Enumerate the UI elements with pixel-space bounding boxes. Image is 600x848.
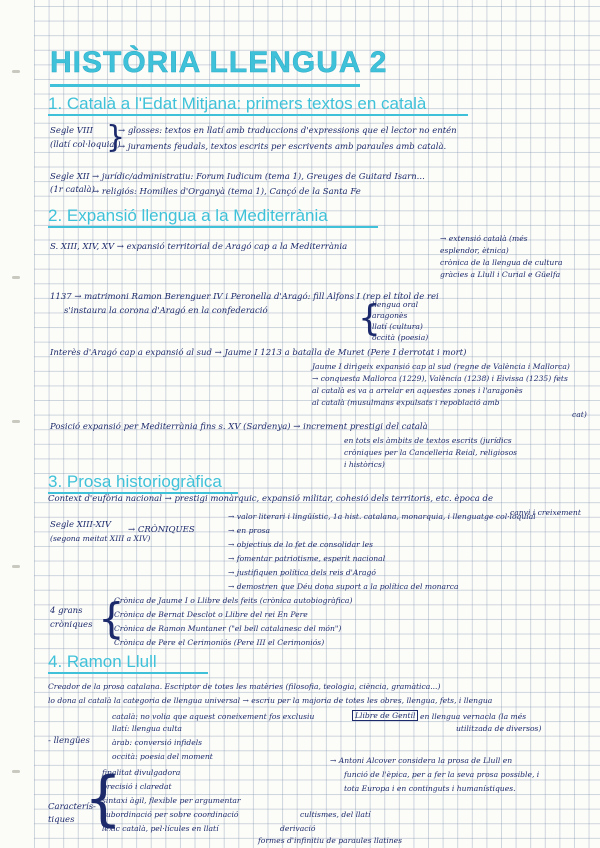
note-line: S. XIII, XIV, XV → expansió territorial de Aragó cap a la Mediterrània <box>50 242 348 252</box>
note-line: Segle XII <box>50 172 90 182</box>
binding-hole <box>12 420 20 423</box>
note-line: canvi i creixement <box>510 508 581 517</box>
note-line: lo dona al català la categoria de llengua universal → escriu per la majoria de totes les obres, llengua, fets, i llengua <box>48 696 493 705</box>
section-heading-4: 4. Ramon Llull <box>48 652 157 671</box>
note-line: Crònica de Jaume I o Llibre dels feits (crònica autobiogràfica) <box>114 596 353 605</box>
note-line: → conquesta Mallorca (1229), València (1238) i Eivissa (1235) fets <box>312 374 568 383</box>
brace: } <box>106 120 126 155</box>
note-line: sintaxi àgil, flexible per argumentar <box>102 796 241 805</box>
note-line: Interès d'Aragó cap a expansió al sud → Jaume I 1213 a batalla de Muret (Pere I derrotat i mort) <box>50 348 467 358</box>
note-line: al català (musulmans expulsats i repoblació amb <box>312 398 500 407</box>
note-line: llatí: llengua culta <box>112 724 182 733</box>
note-line: cròniques per la Cancelleria Reial, religiosos <box>344 448 518 457</box>
note-line: Crònica de Ramon Muntaner ("el bell catalanesc del món") <box>114 624 342 633</box>
note-line: occità (poesia) <box>372 333 429 342</box>
note-line: al català es va a arrelar en aquestes zones i l'aragonès <box>312 386 523 395</box>
brace: { <box>358 298 381 339</box>
note-line: lèxic català, pel·lícules en llatí <box>102 824 219 833</box>
note-line: gràcies a Llull i Curial e Güelfa <box>440 270 561 279</box>
note-line: llatí (cultura) <box>372 322 423 331</box>
section-underline <box>48 114 468 116</box>
note-line: cat) <box>572 410 587 419</box>
note-line: tiques <box>48 815 75 825</box>
note-line: → glosses: textos en llatí amb traduccions d'expressions que el lector no entén <box>118 126 457 136</box>
note-line: cròniques <box>50 620 93 630</box>
note-line: català: no volia que aquest coneixement fos exclusiu <box>112 712 315 721</box>
note-line: s'instaura la corona d'Aragó en la confederació <box>64 306 268 316</box>
brace: { <box>98 594 125 643</box>
section-heading-1: 1. Català a l'Edat Mitjana: primers textos en català <box>48 94 427 113</box>
note-line: en llengua vernacla (la més <box>420 712 527 721</box>
note-line: → juraments feudals, textos escrits per escrivents amb paraules amb català. <box>118 142 447 152</box>
note-line: tota Europa i en continguts i humanístiques. <box>344 784 516 793</box>
page-title: HISTÒRIA LLENGUA 2 <box>50 46 388 79</box>
note-line: i històrics) <box>344 460 385 469</box>
note-line: → religiós: Homilies d'Organyà (tema 1), Cançó de la Santa Fe <box>92 187 361 197</box>
note-line: → justifiquen política dels reis d'Aragó <box>228 568 376 577</box>
note-line: - llengües <box>48 736 90 746</box>
note-line: cultismes, del llatí <box>300 810 371 819</box>
note-line: esplendor, ètnica) <box>440 246 509 255</box>
note-line: (1r català) <box>50 185 95 195</box>
note-line: Context d'eufòria nacional → prestigi monàrquic, expansió militar, cohesió dels territoris, etc. època de <box>48 494 493 504</box>
note-line: → fomentar patriotisme, esperit nacional <box>228 554 386 563</box>
binding-hole <box>12 276 20 279</box>
note-line: subordinació per sobre coordinació <box>102 810 239 819</box>
left-margin <box>0 0 34 848</box>
note-line: funció de l'èpica, per a fer la seva prosa possible, i <box>344 770 540 779</box>
note-line: precisió i claredat <box>102 782 172 791</box>
note-line: → en prosa <box>228 526 271 535</box>
note-line: crònica de la llengua de cultura <box>440 258 563 267</box>
note-line: (llatí col·loquial) <box>50 140 121 150</box>
note-line: Jaume I dirigeix expansió cap al sud (regne de València i Mallorca) <box>312 362 570 371</box>
note-line: → Antoni Alcover considera la prosa de Llull en <box>330 756 513 765</box>
note-line: 1137 → matrimoni Ramon Berenguer IV i Peronella d'Aragó: fill Alfons I (rep el títol de rei <box>50 292 439 302</box>
note-line: → valor literari i lingüístic, 1a hist. catalana, monarquia, i llenguatge col·loquial <box>228 512 536 521</box>
section-heading-3: 3. Prosa historiogràfica <box>48 472 222 491</box>
note-line: Crònica de Pere el Cerimoniós (Pere III el Cerimoniós) <box>114 638 325 647</box>
note-line: utilitzada de diversos) <box>456 724 542 733</box>
note-line: → objectius de lo fet de consolidar les <box>228 540 374 549</box>
note-line: → CRÒNIQUES <box>128 525 195 535</box>
note-line: occità: poesia del moment <box>112 752 213 761</box>
title-underline <box>50 84 360 87</box>
section-underline <box>48 226 378 228</box>
note-line: aragonès <box>372 311 408 320</box>
binding-hole <box>12 770 20 773</box>
note-line: (segona meitat XIII a XIV) <box>50 534 151 543</box>
boxed-note: Llibre de Gentil <box>352 710 418 721</box>
note-line: en tots els àmbits de textos escrits (jurídics <box>344 436 512 445</box>
section-heading-2: 2. Expansió llengua a la Mediterrània <box>48 206 328 225</box>
note-line: Creador de la prosa catalana. Escriptor de totes les matèries (filosofia, teologia, ciència, gramàtica...) <box>48 682 441 691</box>
note-line: → extensió català (més <box>440 234 528 243</box>
section-underline <box>48 672 208 674</box>
note-line: Caracterís- <box>48 802 96 812</box>
note-line: finalitat divulgadora <box>102 768 181 777</box>
note-line: formes d'infinitiu de paraules llatines <box>258 836 403 845</box>
note-line: Posició expansió per Mediterrània fins s. XV (Sardenya) → increment prestigi del català <box>50 422 428 432</box>
binding-hole <box>12 70 20 73</box>
note-line: Crònica de Bernat Desclot o Llibre del rei En Pere <box>114 610 308 619</box>
note-line: Segle XIII-XIV <box>50 520 111 530</box>
note-line: Segle VIII <box>50 126 93 136</box>
binding-hole <box>12 565 20 568</box>
note-line: → demostren que Déu dona suport a la política del monarca <box>228 582 459 591</box>
note-line: àrab: conversió infidels <box>112 738 203 747</box>
note-line: llengua oral <box>372 300 419 309</box>
note-line: → jurídic/administratiu: Forum Iudicum (tema 1), Greuges de Guitard Isarn... <box>92 172 425 182</box>
brace: { <box>84 764 123 834</box>
note-line: 4 grans <box>50 606 83 616</box>
note-line: derivació <box>280 824 316 833</box>
